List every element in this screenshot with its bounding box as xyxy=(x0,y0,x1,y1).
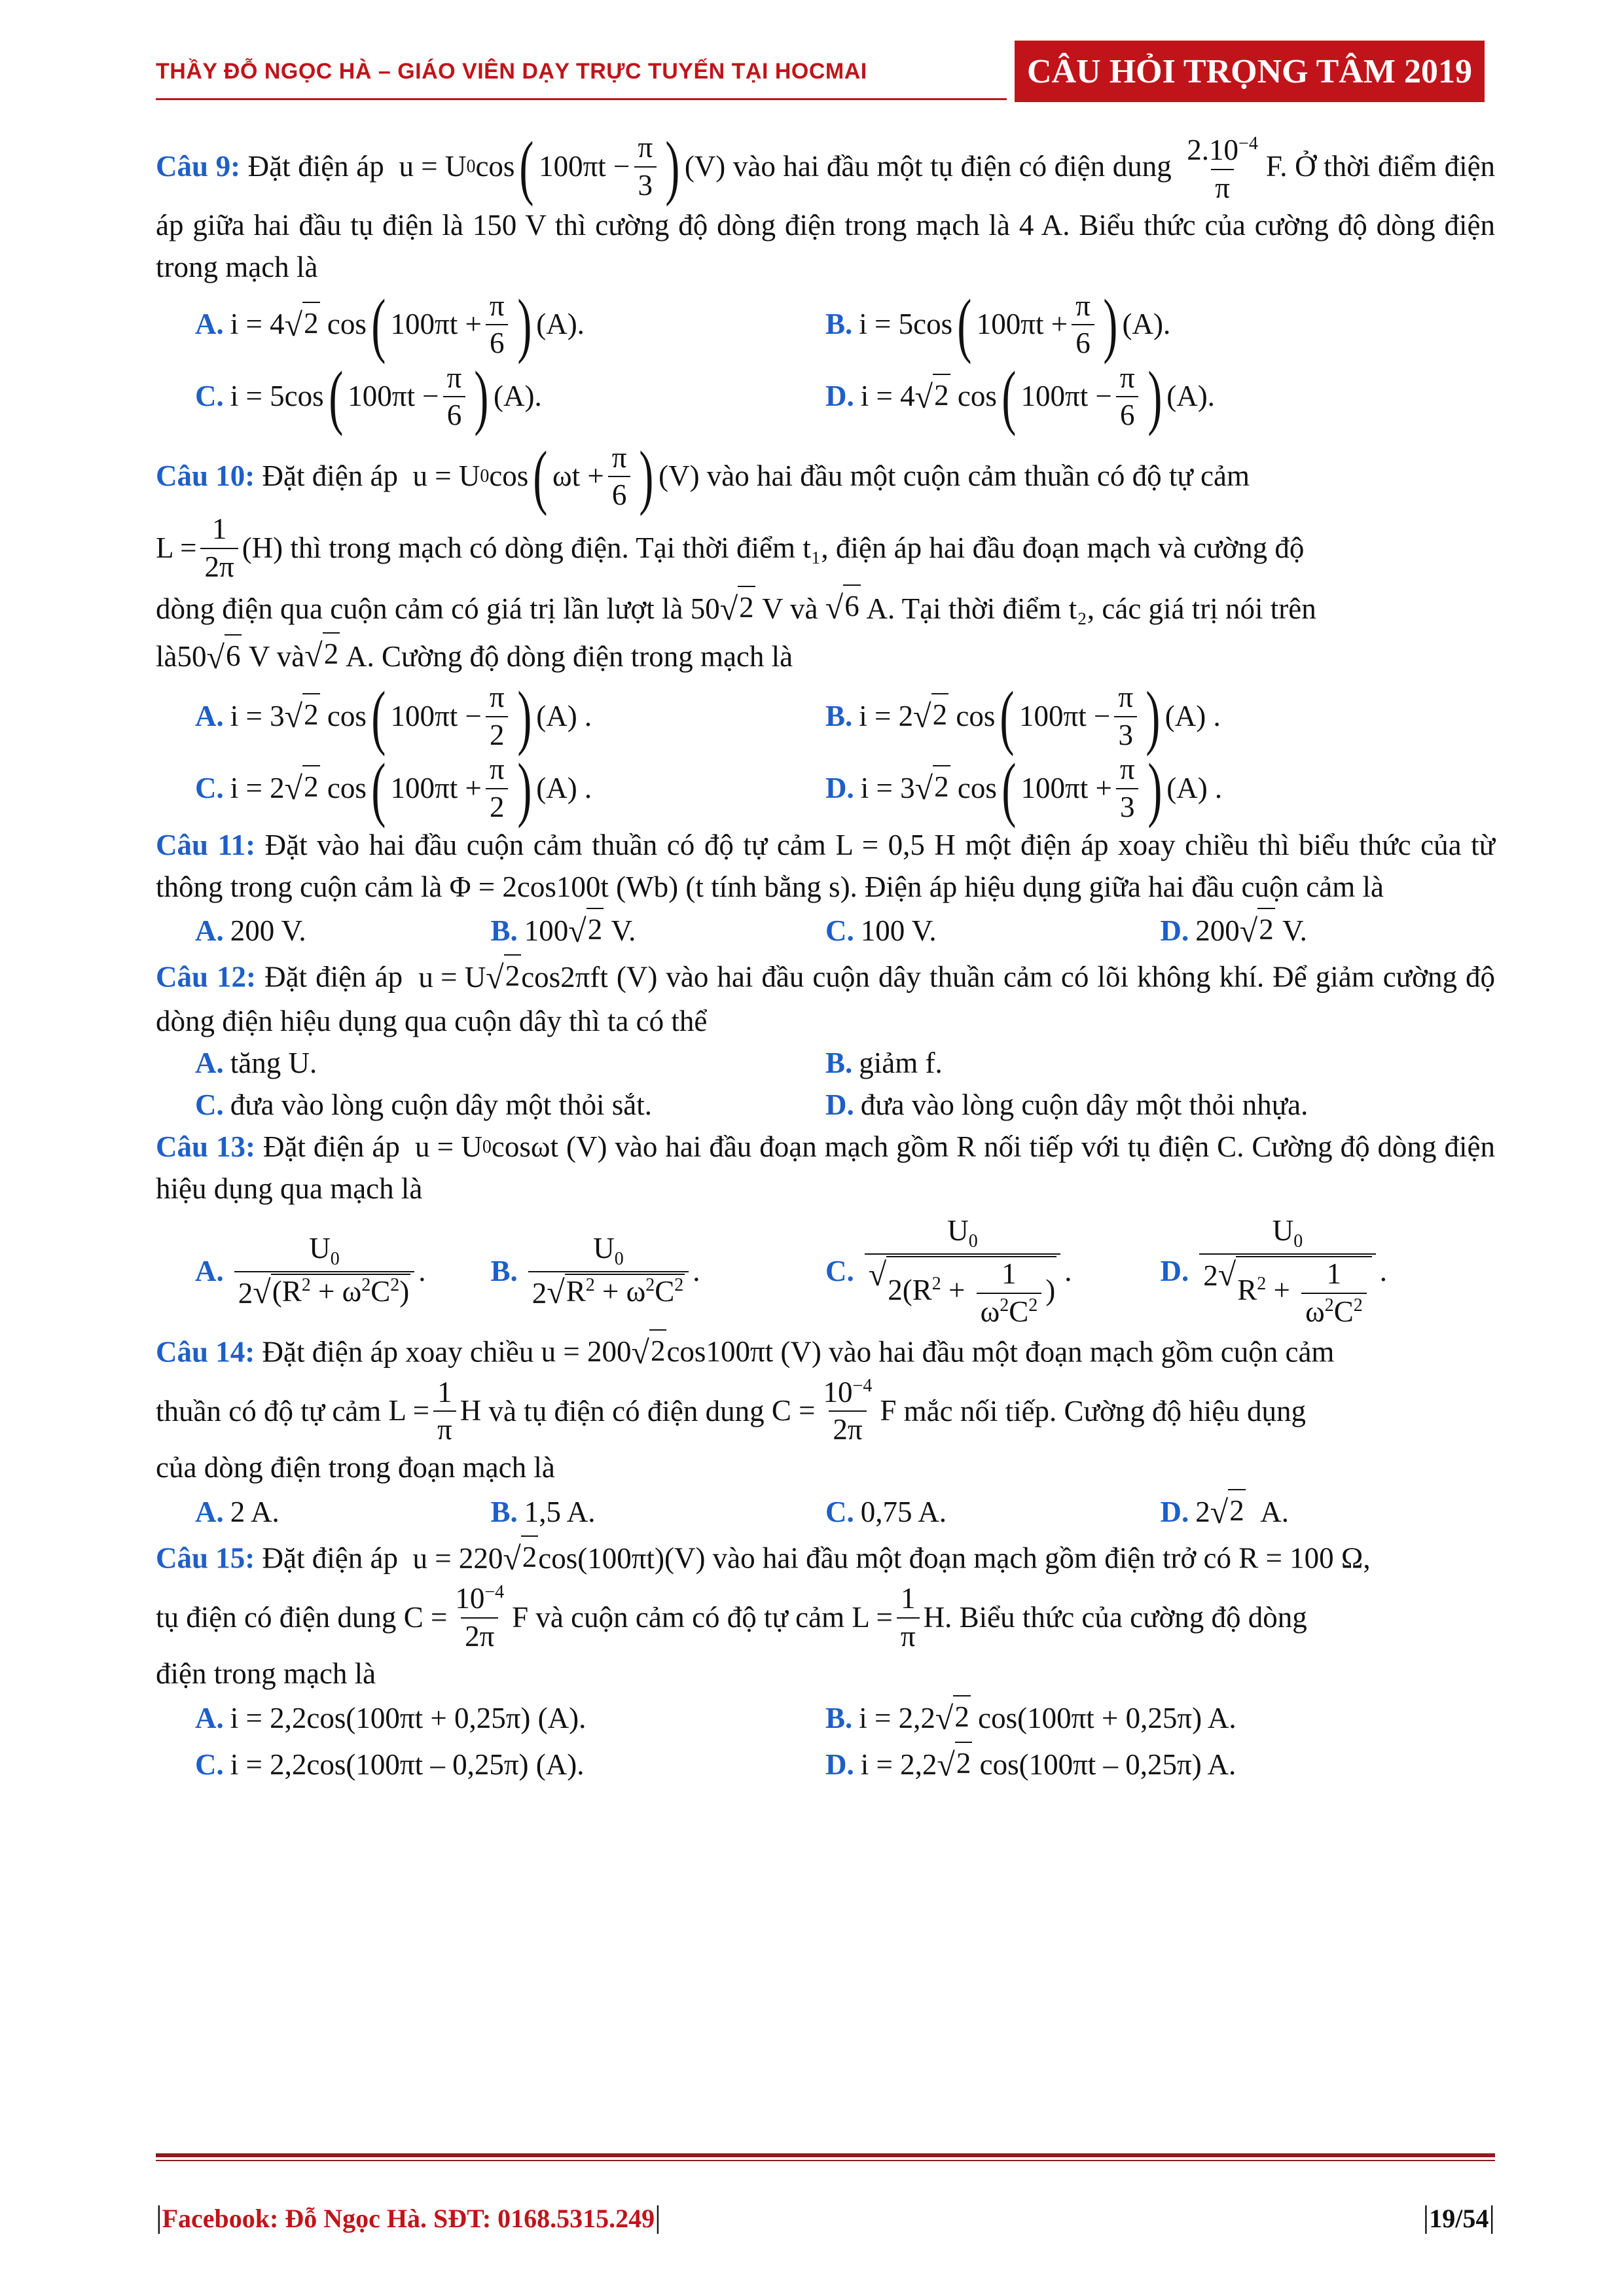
option-d[interactable]: D. i = 2,2 √ 2 cos(100πt – 0,25π) A. xyxy=(825,1742,1495,1788)
answer-row xyxy=(156,357,1495,437)
footer-rule-thin xyxy=(156,2160,1495,2161)
option-c[interactable]: C. i = 5cos ( 100πt − $\frac{\pi}{6}$ ) (A). xyxy=(195,357,542,437)
answer-row xyxy=(156,1695,1495,1742)
question-10: Câu 10: Đặt điện áp u = U 0 cos ( ωt + $\frac{\pi}{6}$ ) (V) vào hai đầu một cuộn cảm thuần có độ tự cảm L = $\frac{1}{2\pi}$ (H) thì trong mạch có dòng điện. Tại thời điểm t₁, điện áp hai đầu đoạn mạch và cường độ dòng điện qua cuộn cảm có giá trị lần lượt là 50 √ 2 V và √ 6 A. Tại thời điểm t₂, các giá trị nói trên là50 √ 6 V và √ 2 A. Cường độ dòng điện trong mạch là xyxy=(156,440,1495,680)
option-a[interactable]: A. 2 A. xyxy=(195,1495,280,1528)
option-a[interactable]: A. 200 V. xyxy=(195,914,306,947)
page-header xyxy=(156,41,1485,102)
question-number: Câu 11: xyxy=(156,828,256,861)
inductance-formula: L = $\frac{1}{2\pi}$ xyxy=(156,512,242,584)
question-number: Câu 12: xyxy=(156,960,257,994)
option-d[interactable]: D. i = 4 √ 2 cos ( 100πt − $\frac{\pi}{6}$ ) (A). xyxy=(825,357,1215,437)
answer-row xyxy=(156,1085,1495,1126)
author-line: THẦY ĐỖ NGỌC HÀ – GIÁO VIÊN DẠY TRỰC TUYẾN TẠI HOCMAI xyxy=(156,59,867,84)
option-c[interactable]: C. 0,75 A. xyxy=(825,1495,947,1528)
option-c[interactable]: C. i = 2,2cos(100πt – 0,25π) (A). xyxy=(195,1748,585,1781)
option-d[interactable]: D. i = 3 √ 2 cos ( 100πt + $\frac{\pi}{3}$ ) (A) . xyxy=(825,748,1223,829)
option-a[interactable]: A. $U_0$ 2 √ $(R^2 + \omega^2C^2)$ . xyxy=(195,1231,426,1311)
option-c[interactable]: C. i = 2 √ 2 cos ( 100πt + $\frac{\pi}{2}$ ) (A) . xyxy=(195,748,592,829)
option-a[interactable]: A. i = 3 √ 2 cos ( 100πt − $\frac{\pi}{2}$ ) (A) . xyxy=(195,676,592,757)
option-c[interactable]: C. 100 V. xyxy=(825,914,937,947)
option-d[interactable]: D. $U_0$ 2 √ $R^2$ + $\frac{1}{\omega^2C^2}$ . xyxy=(1160,1213,1387,1328)
option-b[interactable]: B. 1,5 A. xyxy=(490,1495,596,1528)
option-b[interactable]: B. 100 √ 2 V. xyxy=(491,908,826,954)
answer-row xyxy=(156,1742,1495,1788)
answer-row xyxy=(156,1489,1495,1535)
option-a[interactable]: A. i = 2,2cos(100πt + 0,25π) (A). xyxy=(195,1701,586,1734)
page-footer xyxy=(156,2153,1495,2234)
formula: u = U 0 cosωt xyxy=(407,1130,559,1164)
capacitance-fraction: $\frac{2.10^{-4}}{\pi}$ xyxy=(1187,133,1258,204)
formula: u = U 0 cos ( ωt + $\frac{\pi}{6}$ ) xyxy=(405,437,654,517)
page-number: |19/54| xyxy=(1422,2200,1495,2234)
question-number: Câu 13: xyxy=(156,1130,255,1164)
question-13: Câu 13: Đặt điện áp u = U 0 cosωt (V) vào hai đầu đoạn mạch gồm R nối tiếp với tụ điện C. Cường độ dòng điện hiệu dụng qua mạch là xyxy=(156,1126,1495,1210)
question-15: Câu 15: Đặt điện áp u = 220 √ 2 cos(100πt)(V) vào hai đầu một đoạn mạch gồm điện trở có R = 100 Ω, tụ điện có điện dung C = $\frac{10^{-4}}{2\pi}$ F và cuộn cảm có độ tự cảm L = $\frac{1}{\pi}$ H. Biểu thức của cường độ dòng điện trong mạch là xyxy=(156,1535,1495,1695)
formula: u = 200 √ 2 cos100πt xyxy=(541,1329,774,1376)
option-c[interactable]: C. đưa vào lòng cuộn dây một thỏi sắt. xyxy=(195,1088,653,1122)
answer-row xyxy=(156,748,1495,829)
question-number: Câu 14: xyxy=(156,1335,255,1369)
option-d[interactable]: D. 2 √ 2 A. xyxy=(1161,1489,1496,1535)
formula: u = U 0 cos ( 100πt − $\frac{\pi}{3}$ ) xyxy=(391,127,680,207)
question-14: Câu 14: Đặt điện áp xoay chiều u = 200 √ 2 cos100πt (V) vào hai đầu một đoạn mạch gồm cuộn cảm thuần có độ tự cảm L = $\frac{1}{\pi}$ H và tụ điện có điện dung C = $\frac{10^{-4}}{2\pi}$ F mắc nối tiếp. Cường độ hiệu dụng của dòng điện trong đoạn mạch là xyxy=(156,1329,1495,1489)
option-b[interactable]: B. i = 2 √ 2 cos ( 100πt − $\frac{\pi}{3}$ ) (A) . xyxy=(825,676,1221,757)
answer-row xyxy=(156,1214,1495,1329)
footer-rule xyxy=(156,2153,1495,2157)
option-d[interactable]: D. 200 √ 2 V. xyxy=(1161,908,1496,954)
option-c[interactable]: C. $U_0$ √ $2(R^2$ + $\frac{1}{\omega^2C^2}$ ) . xyxy=(825,1213,1072,1328)
option-a[interactable]: A. i = 4 √ 2 cos ( 100πt + $\frac{\pi}{6}$ ) (A). xyxy=(195,285,585,365)
option-d[interactable]: D. đưa vào lòng cuộn dây một thỏi nhựa. xyxy=(825,1088,1308,1122)
question-9: Câu 9: Đặt điện áp u = U 0 cos ( 100πt − $\frac{\pi}{3}$ ) (V) vào hai đầu một tụ điện có điện dung $\frac{2.10^{-4}}{\pi}$ F. Ở thời điểm điện áp giữa hai đầu tụ điện là 150 V thì cường độ dòng điện trong mạch là 4 A. Biểu thức của cường độ dòng điện trong mạch là xyxy=(156,127,1496,284)
footer-contact: |Facebook: Đỗ Ngọc Hà. SĐT: 0168.5315.249| xyxy=(156,2200,661,2234)
option-b[interactable]: B. i = 2,2 √ 2 cos(100πt + 0,25π) A. xyxy=(825,1695,1495,1742)
option-b[interactable]: B. $U_0$ 2 √ $R^2 + \omega^2C^2$ . xyxy=(490,1231,700,1311)
document-body xyxy=(156,127,1496,1788)
formula: u = 220 √ 2 cos(100πt) xyxy=(405,1535,664,1582)
option-b[interactable]: B. i = 5cos ( 100πt + $\frac{\pi}{6}$ ) (A). xyxy=(825,285,1171,365)
question-11: Câu 11: Đặt vào hai đầu cuộn cảm thuần có độ tự cảm L = 0,5 H một điện áp xoay chiều thì biểu thức của từ thông trong cuộn cảm là Φ = 2cos100t (Wb) (t tính bằng s). Điện áp hiệu dụng giữa hai đầu cuộn cảm là xyxy=(156,828,1496,903)
header-badge: CÂU HỎI TRỌNG TÂM 2019 xyxy=(1015,41,1485,102)
answer-row xyxy=(156,676,1495,757)
answer-row xyxy=(156,1043,1495,1085)
option-a[interactable]: A. tăng U. xyxy=(195,1047,317,1080)
question-number: Câu 15: xyxy=(156,1541,255,1575)
answer-row xyxy=(156,908,1495,954)
answer-row xyxy=(156,285,1495,365)
question-12: Câu 12: Đặt điện áp u = U √ 2 cos2πft (V) vào hai đầu cuộn dây thuần cảm có lõi không khí. Để giảm cường độ dòng điện hiệu dụng qua cuộn dây thì ta có thể xyxy=(156,954,1495,1043)
question-number: Câu 10: xyxy=(156,459,255,493)
question-number: Câu 9: xyxy=(156,150,241,183)
formula: u = U √ 2 cos2πft xyxy=(411,954,608,1001)
option-b[interactable]: B. giảm f. xyxy=(825,1047,943,1080)
header-divider xyxy=(156,98,1007,100)
